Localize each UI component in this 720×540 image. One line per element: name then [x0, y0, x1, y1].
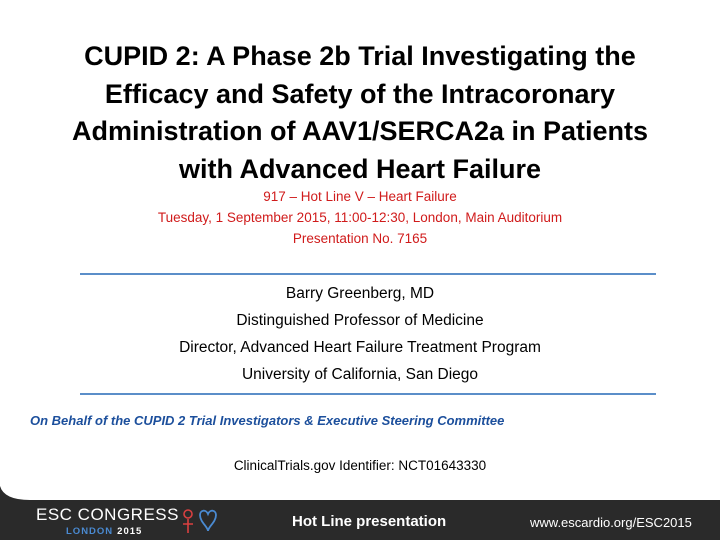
website-link[interactable]: www.escardio.org/ESC2015 — [530, 515, 692, 530]
divider-top — [80, 273, 656, 275]
congress-city: LONDON — [66, 526, 114, 537]
hot-line-label: Hot Line presentation — [292, 513, 447, 530]
title-line: with Advanced Heart Failure — [178, 153, 542, 184]
title-line: CUPID 2: A Phase 2b Trial Investigating the — [84, 41, 636, 71]
presenter-affiliation: University of California, San Diego — [241, 366, 479, 383]
presenter-info — [30, 280, 690, 388]
session-info — [30, 186, 690, 249]
congress-year: 2015 — [117, 526, 143, 537]
presenter-name: Barry Greenberg, MD — [285, 285, 435, 302]
congress-location — [66, 526, 142, 537]
slide-title — [30, 38, 690, 188]
session-line: Presentation No. 7165 — [292, 231, 428, 246]
behalf-statement: On Behalf of the CUPID 2 Trial Investigators & Executive Steering Committee — [30, 413, 505, 428]
congress-logo-text: ESC CONGRESS — [36, 505, 179, 524]
session-line: 917 – Hot Line V – Heart Failure — [263, 189, 457, 204]
presenter-title: Distinguished Professor of Medicine — [236, 312, 484, 329]
esc-heart-emblem-icon — [176, 505, 220, 537]
title-line: Administration of AAV1/SERCA2a in Patients — [71, 116, 649, 146]
session-line: Tuesday, 1 September 2015, 11:00-12:30, London, Main Auditorium — [157, 210, 563, 225]
title-line: Efficacy and Safety of the Intracoronary — [104, 78, 616, 109]
trial-identifier: ClinicalTrials.gov Identifier: NCT01643330 — [233, 458, 487, 473]
presenter-role: Director, Advanced Heart Failure Treatment Program — [179, 339, 541, 356]
divider-bottom — [80, 393, 656, 395]
